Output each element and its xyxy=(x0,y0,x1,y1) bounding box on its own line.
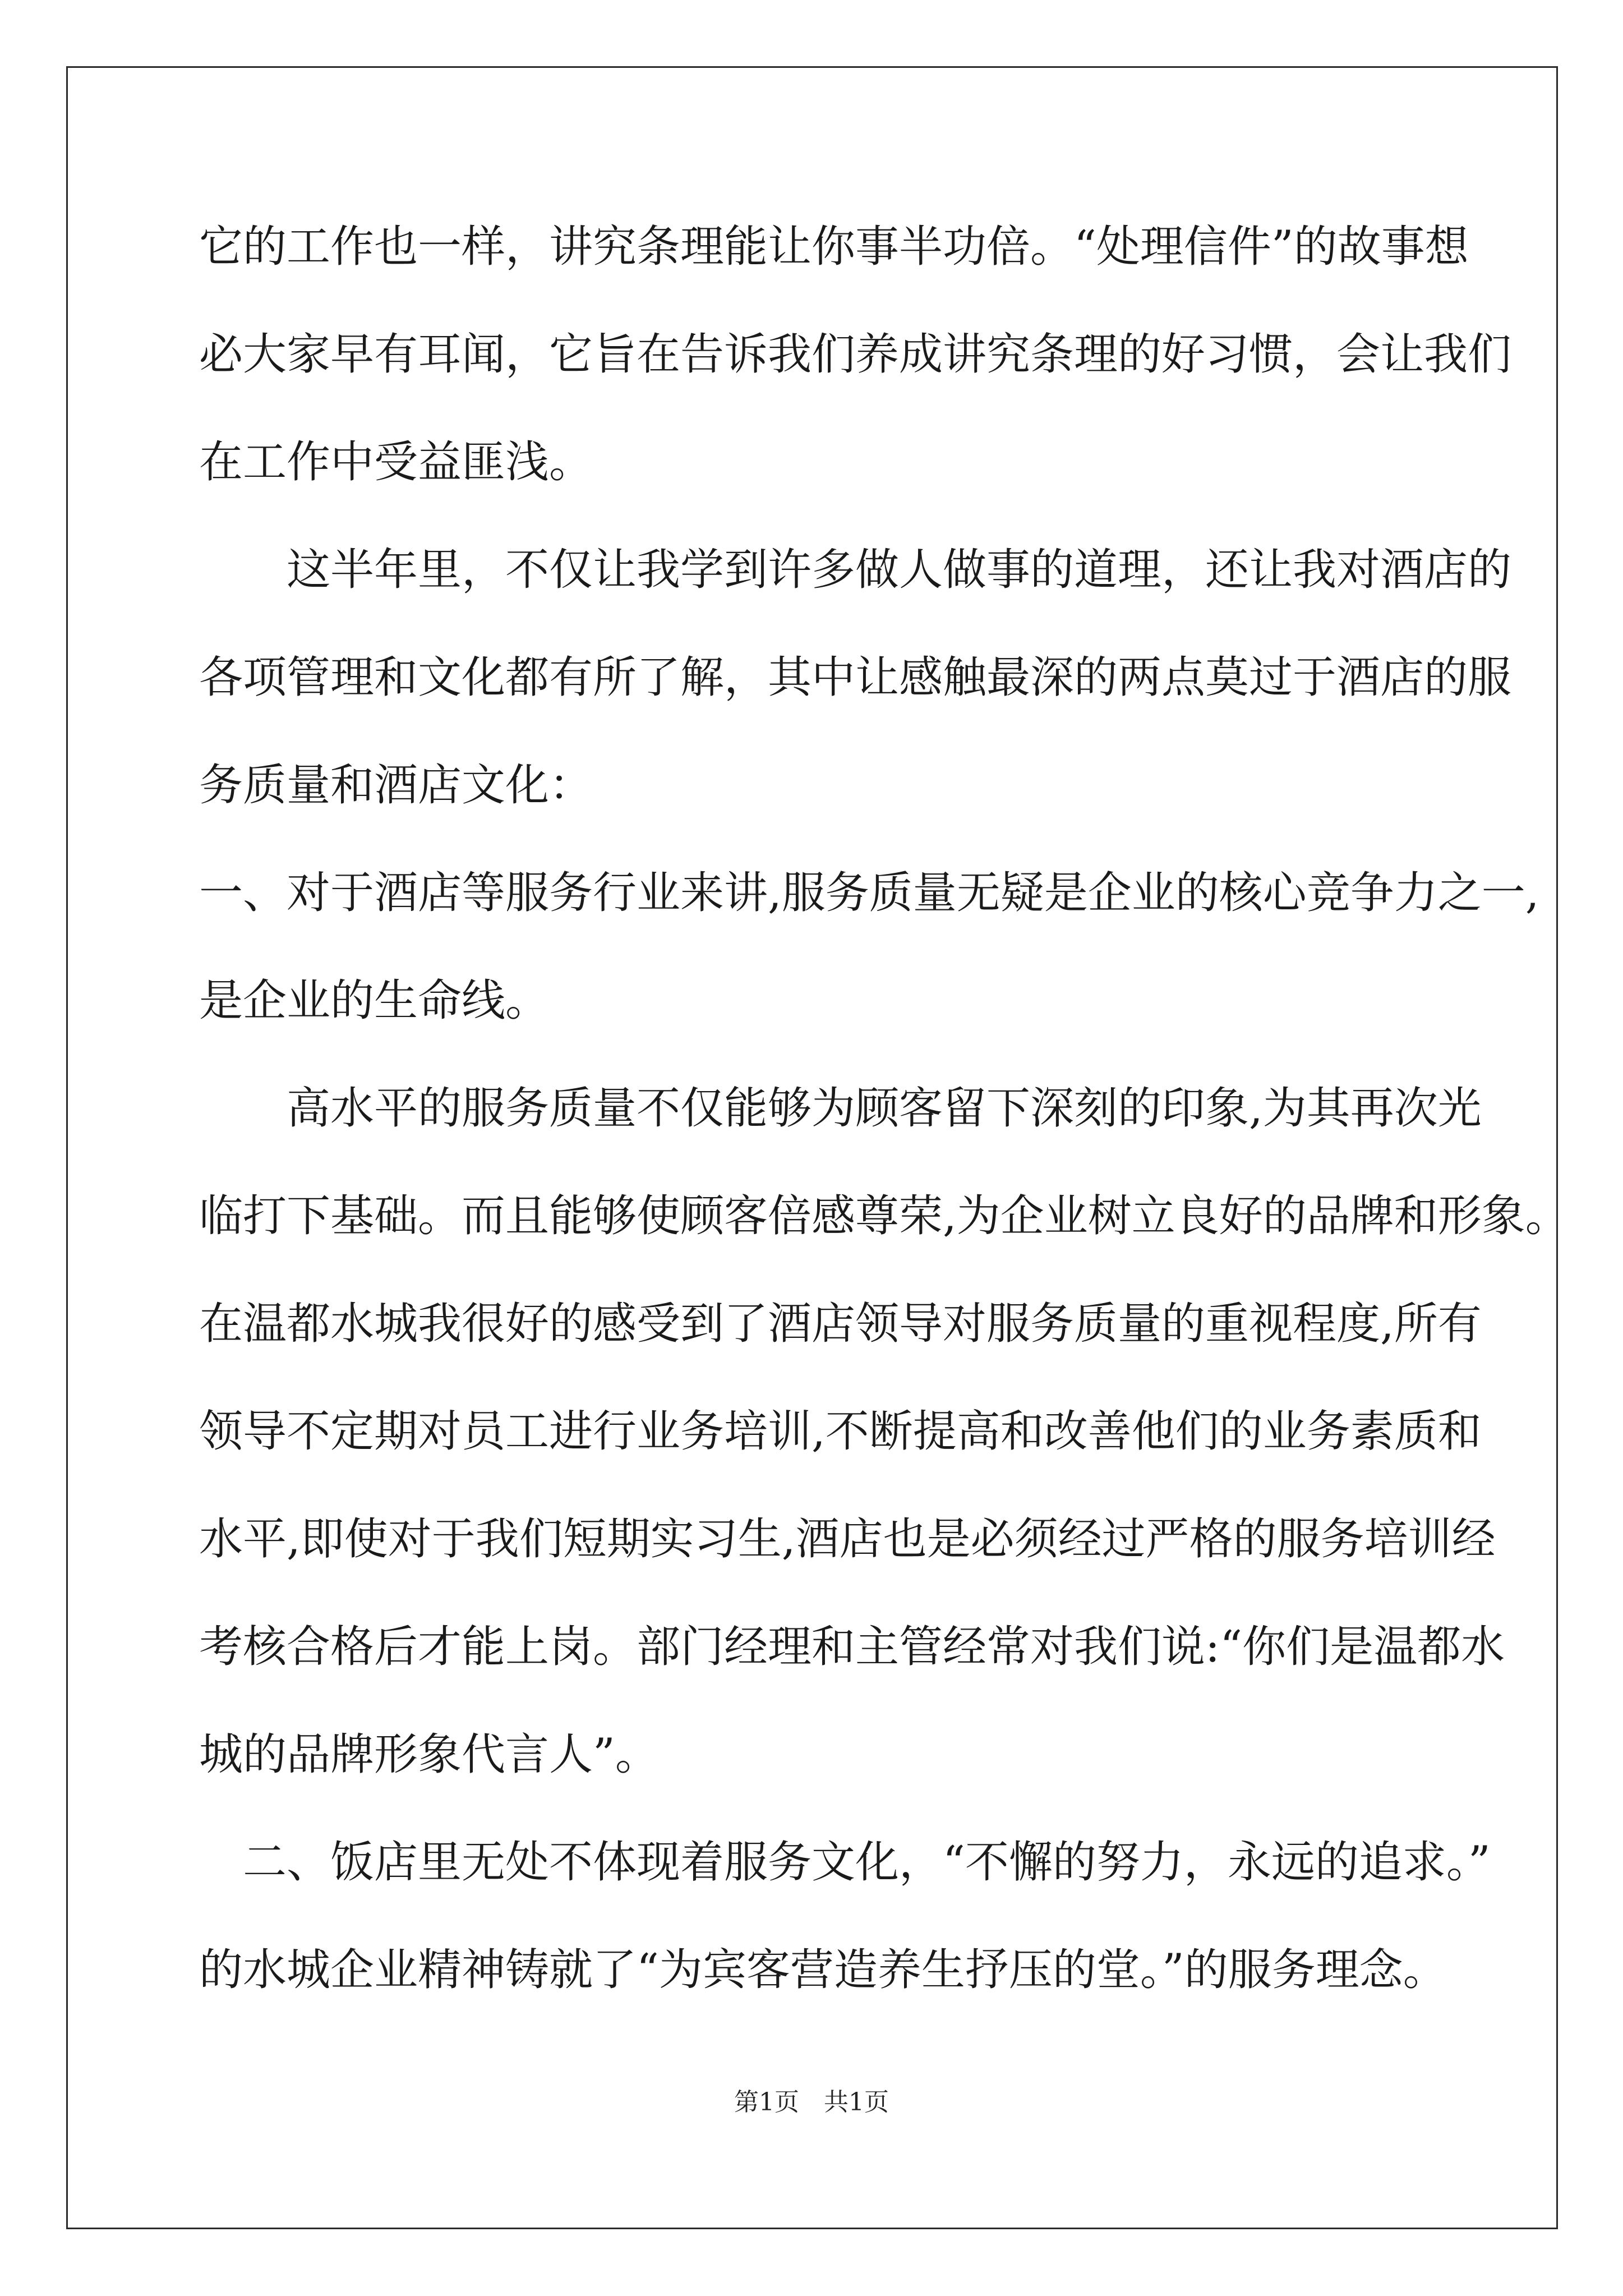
text-line: 的水城企业精神铸就了“为宾客营造养生抒压的堂。”的服务理念。 xyxy=(199,1945,1447,1995)
text-line: 水平,即使对于我们短期实习生,酒店也是必须经过严格的服务培训经 xyxy=(199,1514,1496,1565)
text-line: 务质量和酒店文化： xyxy=(199,760,593,811)
text-line: 各项管理和文化都有所了解，其中让感触最深的两点莫过于酒店的服 xyxy=(199,652,1512,703)
text-line: 高水平的服务质量不仅能够为顾客留下深刻的印象,为其再次光 xyxy=(199,1083,1482,1134)
text-line: 是企业的生命线。 xyxy=(199,976,550,1026)
text-line: 在工作中受益匪浅。 xyxy=(199,437,593,487)
text-line: 一、对于酒店等服务行业来讲,服务质量无疑是企业的核心竞争力之一, xyxy=(199,868,1539,918)
text-line: 考核合格后才能上岗。部门经理和主管经常对我们说:“你们是温都水 xyxy=(199,1622,1505,1672)
text-line: 领导不定期对员工进行业务培训,不断提高和改善他们的业务素质和 xyxy=(199,1406,1482,1457)
text-line: 必大家早有耳闻，它旨在告诉我们养成讲究条理的好习惯，会让我们 xyxy=(199,329,1512,380)
page-footer: 第1页 共1页 xyxy=(734,2088,889,2116)
text-line: 城的品牌形象代言人”。 xyxy=(199,1729,659,1780)
text-line: 二、饭店里无处不体现着服务文化，“不懈的努力，永远的追求。” xyxy=(199,1837,1491,1888)
text-line: 临打下基础。而且能够使顾客倍感尊荣,为企业树立良好的品牌和形象。 xyxy=(199,1191,1569,1241)
page-border xyxy=(66,66,1569,2229)
text-line: 它的工作也一样，讲究条理能让你事半功倍。“处理信件”的故事想 xyxy=(199,222,1469,272)
text-line: 这半年里，不仅让我学到许多做人做事的道理，还让我对酒店的 xyxy=(199,545,1512,595)
text-line: 在温都水城我很好的感受到了酒店领导对服务质量的重视程度,所有 xyxy=(199,1299,1482,1349)
